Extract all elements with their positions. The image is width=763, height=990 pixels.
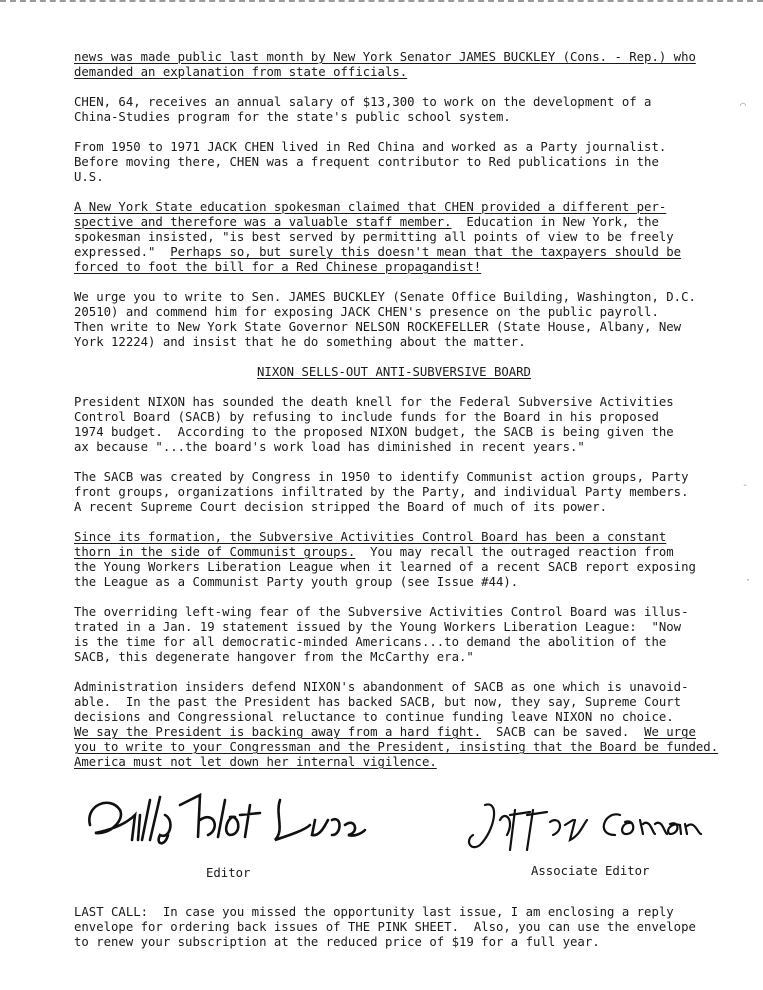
text-line [74, 605, 714, 620]
text-line-segment: We say the President is backing away from a hard fight. [74, 725, 482, 739]
text-line [74, 905, 714, 920]
text-line [74, 575, 714, 590]
text-line-segment: thorn in the side of Communist groups. [74, 545, 356, 559]
margin-scan-mark: - [742, 480, 749, 491]
text-line [74, 215, 714, 230]
text-line-segment: We urge you to write to Sen. JAMES BUCKLEY (Senate Office Building, Washington, D.C. [74, 290, 696, 304]
text-line [74, 740, 719, 755]
text-line-segment: envelope for ordering back issues of THE PINK SHEET. Also, you can use the envelope [74, 920, 696, 934]
paragraph-chen-salary [74, 95, 714, 125]
editor-signature [80, 785, 370, 860]
section-heading [74, 365, 714, 380]
text-line-segment: We urge [644, 725, 696, 739]
paragraph-buckley-news [74, 50, 714, 80]
text-line-segment: CHEN, 64, receives an annual salary of $13,300 to work on the development of a [74, 95, 652, 109]
text-line-segment: America must not let down her internal vigilence. [74, 755, 437, 769]
text-line [74, 245, 714, 260]
text-line-segment: spective and therefore was a valuable staff member. [74, 215, 452, 229]
text-line-segment: the Young Workers Liberation League when it learned of a recent SACB report exposing [74, 560, 696, 574]
paragraph-spokesman [74, 200, 714, 275]
text-line-segment: China-Studies program for the state's public school system. [74, 110, 511, 124]
text-line [74, 335, 714, 350]
text-line [74, 545, 714, 560]
text-line [74, 65, 714, 80]
text-line-segment: Control Board (SACB) by refusing to include funds for the Board in his proposed [74, 410, 659, 424]
text-line-segment: A recent Supreme Court decision stripped the Board of much of its power. [74, 500, 608, 514]
margin-scan-mark: · [745, 575, 752, 586]
text-line-segment: forced to foot the bill for a Red Chinese propagandist! [74, 260, 482, 274]
text-line-segment: you to write to your Congressman and the President, insisting that the Board be funded. [74, 740, 719, 754]
associate-editor-signature [455, 790, 715, 860]
text-line [74, 170, 714, 185]
text-line [74, 110, 714, 125]
text-line-segment: is the time for all democratic-minded Americans...to demand the abolition of the [74, 635, 667, 649]
text-line [74, 650, 714, 665]
text-line-segment: news was made public last month by New York Senator JAMES BUCKLEY (Cons. - Rep.) who [74, 50, 696, 64]
text-line-segment: Administration insiders defend NIXON's abandonment of SACB as one which is unavoid- [74, 680, 689, 694]
paragraph-urge-write [74, 290, 714, 350]
text-line-segment: 20510) and commend him for exposing JACK CHEN's presence on the public payroll. [74, 305, 659, 319]
text-line-segment: Perhaps so, but surely this doesn't mean that the taxpayers should be [170, 245, 682, 259]
editor-label: Editor [206, 866, 251, 880]
text-line-segment: Since its formation, the Subversive Activities Control Board has been a constant [74, 530, 667, 544]
paragraph-administration [74, 680, 719, 770]
text-line-segment: able. In the past the President has backed SACB, but now, they say, Supreme Court [74, 695, 682, 709]
text-line-segment: spokesman insisted, "is best served by permitting all points of view to be freely [74, 230, 674, 244]
section-heading-text: NIXON SELLS-OUT ANTI-SUBVERSIVE BOARD [257, 365, 531, 379]
text-line-segment: SACB can be saved. [481, 725, 645, 739]
text-line [74, 395, 714, 410]
perforated-top-edge [0, 0, 763, 6]
text-line-segment: You may recall the outraged reaction from [355, 545, 674, 559]
text-line [74, 95, 714, 110]
text-line [74, 680, 714, 695]
text-line [74, 755, 714, 770]
text-line [74, 695, 714, 710]
margin-scan-mark: ⌒ [740, 100, 747, 111]
text-line-segment: President NIXON has sounded the death knell for the Federal Subversive Activities [74, 395, 674, 409]
text-line [74, 470, 714, 485]
text-line-segment: demanded an explanation from state officials. [74, 65, 408, 79]
text-line [74, 305, 714, 320]
text-line [74, 725, 714, 740]
text-line-segment: ax because "...the board's work load has diminished in recent years." [74, 440, 585, 454]
text-line-segment: to renew your subscription at the reduced price of $19 for a full year. [74, 935, 600, 949]
paragraph-sacb-thorn [74, 530, 714, 590]
text-line-segment: Before moving there, CHEN was a frequent contributor to Red publications in the [74, 155, 659, 169]
text-line [74, 560, 714, 575]
text-line-segment: expressed." [74, 245, 156, 259]
paragraph-chen-history [74, 140, 714, 185]
text-line [74, 260, 714, 275]
text-line-segment: LAST CALL: In case you missed the opportunity last issue, I am enclosing a reply [74, 905, 674, 919]
text-line [74, 485, 714, 500]
text-line-segment: front groups, organizations infiltrated by the Party, and individual Party members. [74, 485, 689, 499]
text-line [74, 935, 714, 950]
text-line-segment: Education in New York, the [451, 215, 659, 229]
text-line [74, 50, 714, 65]
text-line [74, 140, 714, 155]
text-line [74, 530, 714, 545]
text-line-segment [155, 245, 170, 259]
text-line [74, 920, 714, 935]
text-line-segment: decisions and Congressional reluctance to continue funding leave NIXON no choice. [74, 710, 674, 724]
text-line [74, 290, 714, 305]
text-line [74, 425, 714, 440]
text-line [74, 440, 714, 455]
text-line [74, 635, 714, 650]
paragraph-sacb-created [74, 470, 714, 515]
paragraph-left-wing-fear [74, 605, 714, 665]
text-line [74, 200, 714, 215]
text-line-segment: The overriding left-wing fear of the Subversive Activities Control Board was illus- [74, 605, 689, 619]
text-line-segment: trated in a Jan. 19 statement issued by the Young Workers Liberation League: "Now [74, 620, 682, 634]
text-line [74, 320, 714, 335]
paragraph-nixon-budget [74, 395, 714, 455]
text-line-segment: 1974 budget. According to the proposed NIXON budget, the SACB is being given the [74, 425, 674, 439]
text-line-segment: U.S. [74, 170, 104, 184]
text-line-segment: SACB, this degenerate hangover from the McCarthy era." [74, 650, 474, 664]
text-line [74, 710, 714, 725]
text-line [74, 620, 714, 635]
text-line-segment: A New York State education spokesman claimed that CHEN provided a different per- [74, 200, 667, 214]
text-line-segment: Then write to New York State Governor NELSON ROCKEFELLER (State House, Albany, New [74, 320, 682, 334]
text-line-segment: The SACB was created by Congress in 1950 to identify Communist action groups, Party [74, 470, 689, 484]
text-line-segment: York 12224) and insist that he do something about the matter. [74, 335, 526, 349]
paragraph-last-call [74, 905, 714, 950]
text-line-segment: From 1950 to 1971 JACK CHEN lived in Red China and worked as a Party journalist. [74, 140, 667, 154]
associate-editor-label: Associate Editor [531, 864, 650, 878]
text-line [74, 155, 714, 170]
text-line [74, 500, 714, 515]
text-line [74, 410, 714, 425]
text-line-segment: the League as a Communist Party youth group (see Issue #44). [74, 575, 519, 589]
text-line [74, 230, 714, 245]
